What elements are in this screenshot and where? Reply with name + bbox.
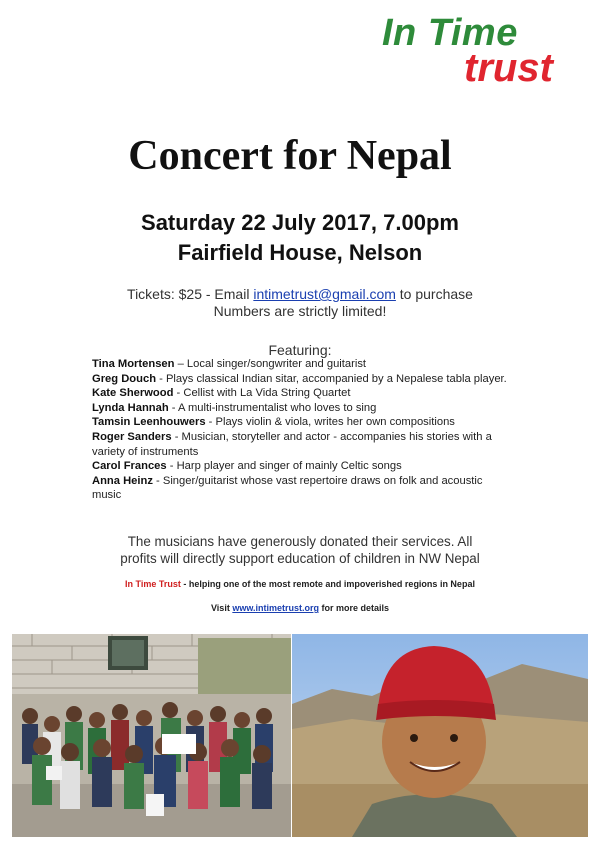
performer-item — [92, 386, 512, 401]
donation-line-2: profits will directly support education of children in NW Nepal — [120, 551, 480, 566]
performer-name: Carol Frances — [92, 460, 167, 473]
performer-desc: - Singer/guitarist whose vast repertoire draws on folk and acoustic music — [92, 474, 483, 502]
performer-name: Lynda Hannah — [92, 401, 169, 414]
visit-line — [0, 603, 600, 613]
logo-text-trust: trust — [464, 46, 553, 90]
in-time-trust-logo — [378, 12, 588, 92]
performer-desc: - Plays classical Indian sitar, accompanied by a Nepalese tabla player. — [156, 372, 507, 385]
event-venue: Fairfield House, Nelson — [177, 240, 423, 265]
schoolchildren-photo — [12, 634, 291, 837]
logo-text-in-time: In Time — [382, 12, 518, 54]
performer-item — [92, 357, 512, 372]
performer-list — [92, 357, 512, 503]
performer-desc: – Local singer/songwriter and guitarist — [174, 358, 367, 370]
performer-item — [92, 459, 512, 474]
performer-item — [92, 474, 512, 503]
performer-desc: - A multi-instrumentalist who loves to sing — [168, 401, 377, 414]
tagline — [0, 579, 600, 589]
performer-name: Tamsin Leenhouwers — [92, 416, 206, 429]
child-illustration — [292, 634, 588, 837]
email-link[interactable]: intimetrust@gmail.com — [253, 286, 396, 302]
performer-item — [92, 415, 512, 430]
performer-item — [92, 430, 512, 459]
performer-desc: - Plays violin & viola, writes her own compositions — [205, 416, 455, 429]
donation-line-1: The musicians have generously donated their services. All — [127, 534, 473, 549]
featuring-heading: Featuring: — [268, 342, 332, 358]
tickets-prefix: Tickets: $25 - Email — [127, 286, 254, 302]
performer-name: Tina Mortensen — [92, 358, 175, 370]
performer-name: Anna Heinz — [92, 474, 153, 487]
schoolchildren-illustration — [12, 634, 291, 837]
visit-prefix: Visit — [210, 603, 233, 613]
tickets-note: Numbers are strictly limited! — [213, 303, 387, 319]
tickets-line — [0, 286, 600, 303]
tagline-org: In Time Trust — [125, 579, 181, 589]
performer-name: Greg Douch — [92, 372, 157, 385]
event-date: Saturday 22 July 2017, 7.00pm — [141, 210, 459, 235]
performer-item — [92, 401, 512, 416]
performer-name: Roger Sanders — [92, 430, 172, 443]
tagline-text: - helping one of the most remote and impoverished regions in Nepal — [180, 579, 475, 589]
performer-desc: - Musician, storyteller and actor - accompanies his stories with a variety of instruments — [92, 430, 492, 458]
performer-desc: - Harp player and singer of mainly Celtic songs — [166, 460, 402, 473]
performer-item — [92, 372, 512, 387]
visit-suffix: for more details — [319, 603, 390, 613]
page-title: Concert for Nepal — [128, 133, 452, 179]
tickets-suffix: to purchase — [395, 286, 473, 302]
website-link[interactable]: www.intimetrust.org — [232, 603, 319, 613]
child-in-red-hat-photo — [292, 634, 588, 837]
performer-desc: - Cellist with La Vida String Quartet — [173, 387, 351, 400]
donation-note — [0, 533, 600, 567]
tickets-info — [0, 286, 600, 320]
performer-name: Kate Sherwood — [92, 387, 174, 400]
